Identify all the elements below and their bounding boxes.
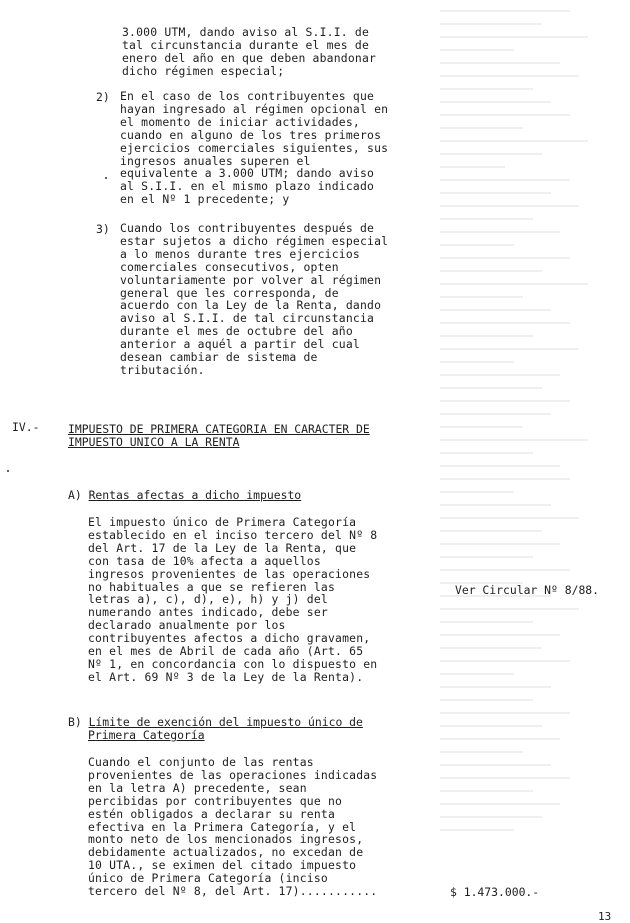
- subsection-title: Primera Categoría: [88, 728, 205, 742]
- subsection-b-body: [88, 756, 420, 898]
- text-line: Nº 1, en concordancia con lo dispuesto en: [88, 656, 378, 671]
- text-line: Cuando los contribuyentes después de: [120, 221, 375, 235]
- text-line: establecido en el inciso tercero del Nº 8: [88, 527, 378, 542]
- text-line: tal circunstancia durante el mes de: [122, 37, 370, 52]
- subsection-heading-a: [68, 488, 301, 502]
- text-line: comerciales consecutivos, opten: [120, 259, 339, 274]
- list-item-body: [120, 222, 428, 377]
- text-line: aviso al S.I.I. de tal circunstancia: [120, 311, 375, 326]
- list-item-number: 3): [96, 222, 110, 236]
- subsection-title: Rentas afectas a dicho impuesto: [88, 488, 302, 502]
- text-line: estén obligados a declarar su renta: [88, 806, 336, 821]
- subsection-letter: A): [68, 488, 82, 502]
- text-line: El impuesto único de Primera Categoría: [88, 515, 357, 529]
- subsection-title: Límite de exención del impuesto único de: [88, 715, 363, 729]
- text-line: contribuyentes afectos a dicho gravamen,: [88, 631, 371, 646]
- text-line: 3.000 UTM, dando aviso al S.I.I. de: [122, 25, 370, 39]
- subsection-heading-b-cont: [88, 728, 205, 742]
- text-line: voluntariamente por volver al régimen: [120, 272, 382, 287]
- list-item-body: [120, 90, 428, 206]
- text-line: a lo menos durante tres ejercicios: [120, 246, 360, 261]
- paragraph-continuation: [122, 26, 427, 78]
- text-line: con tasa de 10% afecta a aquellos: [88, 553, 321, 568]
- text-line: tributación.: [120, 362, 205, 377]
- text-line: equivalente a 3.000 UTM; dando aviso: [120, 166, 375, 181]
- text-line: al S.I.I. en el mismo plazo indicado: [120, 179, 375, 194]
- text-line: en la letra A) precedente, sean: [88, 780, 307, 795]
- text-line: percibidas por contribuyentes que no: [88, 793, 343, 808]
- text-line: en el Nº 1 precedente; y: [120, 192, 290, 207]
- text-line: debidamente actualizados, no excedan de: [88, 845, 364, 860]
- text-line: enero del año en que deben abandonar: [122, 50, 377, 65]
- subsection-a-body: [88, 516, 422, 684]
- text-line: letras a), c), d), e), h) y j) del: [88, 592, 328, 607]
- text-line: efectiva en la Primera Categoría, y el: [88, 819, 357, 834]
- text-line: tercero del Nº 8, del Art. 17)...........: [88, 884, 378, 899]
- text-line: numerando antes indicado, debe ser: [88, 605, 328, 620]
- text-line: declarado anualmente por los: [88, 618, 286, 633]
- text-line: acuerdo con la Ley de la Renta, dando: [120, 298, 382, 313]
- section-title-line: IMPUESTO UNICO A LA RENTA: [68, 435, 240, 449]
- text-line: estar sujetos a dicho régimen especial: [120, 233, 389, 248]
- text-line: 10 UTA., se eximen del citado impuesto: [88, 858, 357, 873]
- text-line: el momento de iniciar actividades,: [120, 114, 360, 129]
- text-line: el Art. 69 Nº 3 de la Ley de la Renta).: [88, 669, 364, 684]
- text-line: ingresos provenientes de las operaciones: [88, 566, 371, 581]
- subsection-heading-b: [68, 715, 363, 729]
- text-line: anterior a aquél a partir del cual: [120, 337, 360, 352]
- exemption-amount: $ 1.473.000.-: [450, 885, 540, 899]
- text-line: general que les corresponda, de: [120, 285, 339, 300]
- text-line: cuando en alguno de los tres primeros: [120, 127, 382, 142]
- margin-reference-note: Ver Circular Nº 8/88.: [455, 583, 600, 597]
- text-line: no habituales a que se refieren las: [88, 579, 336, 594]
- text-line: monto neto de los mencionados ingresos,: [88, 832, 364, 847]
- page-number: 13: [598, 910, 612, 923]
- scan-speck: [7, 470, 9, 472]
- text-line: Cuando el conjunto de las rentas: [88, 755, 314, 769]
- text-line: dicho régimen especial;: [122, 63, 285, 78]
- scan-speck: [105, 177, 107, 179]
- bleed-through-text: [440, 10, 625, 870]
- text-line: ejercicios comerciales siguientes, sus: [120, 140, 389, 155]
- text-line: único de Primera Categoría (inciso: [88, 871, 328, 886]
- text-line: durante el mes de octubre del año: [120, 324, 353, 339]
- subsection-letter: B): [68, 715, 82, 729]
- list-item-number: 2): [96, 90, 110, 104]
- section-title: [68, 423, 370, 449]
- section-number: IV.-: [12, 420, 40, 434]
- text-line: hayan ingresado al régimen opcional en: [120, 101, 389, 116]
- text-line: del Art. 17 de la Ley de la Renta, que: [88, 540, 357, 555]
- text-line: provenientes de las operaciones indicadas: [88, 767, 378, 782]
- text-line: ingresos anuales superen el: [120, 153, 311, 168]
- section-title-line: IMPUESTO DE PRIMERA CATEGORIA EN CARACTER DE: [68, 422, 370, 436]
- text-line: en el mes de Abril de cada año (Art. 65: [88, 644, 364, 659]
- text-line: desean cambiar de sistema de: [120, 350, 318, 365]
- text-line: En el caso de los contribuyentes que: [120, 89, 375, 103]
